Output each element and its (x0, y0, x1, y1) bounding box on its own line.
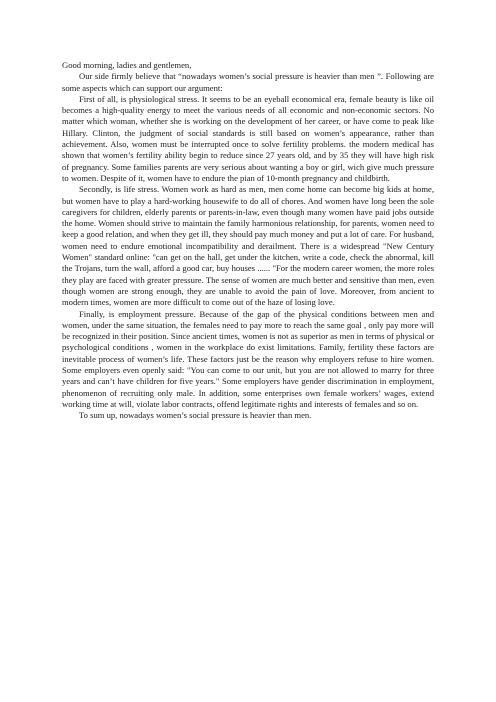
paragraph-employment-pressure: Finally, is employment pressure. Because of the gap of the physical conditions between men and women, under the same situation, the females need to pay more to reach the same goal , only pay more will be recognized in their position. Since ancient times, women is not as superior as men in terms of physical or psychological conditions , women in the workplace do exist limitations. Family, fertility these factors are inevitable process of women’s life. These factors just be the reason why employers refuse to hire women. Some employers even openly said: "You can come to our unit, but you are not allowed to marry for three years and can’t have children for five years." Some employers have gender discrimination in employment, phenomenon of recruiting only male. In addition, some enterprises own female workers’ wages, extend working time at will, violate labor contracts, offend legitimate rights and interests of females and so on. (62, 308, 434, 409)
paragraph-position: Our side firmly believe that “nowadays women’s social pressure is heavier than men ”. Following are some aspects which can support our argument: (62, 71, 434, 93)
greeting: Good morning, ladies and gentlemen, (62, 60, 192, 70)
paragraph-conclusion: To sum up, nowadays women’s social pressure is heavier than men. (79, 410, 312, 421)
document-body (62, 60, 434, 422)
paragraph-life-stress: Secondly, is life stress. Women work as hard as men, men come home can become big kids at home, but women have to play a hard-working housewife to do all of chores. And women have long been the sole caregivers for children, elderly parents or parents-in-law, even though many women have paid jobs outside the home. Women should strive to maintain the family harmonious relationship, for parents, women need to keep a good relation, and when they get ill, they should pay much money and put a lot of care. For husband, women need to endure emotional incompatibility and derailment. There is a widespread "New Century Women" standard online: "can get on the hall, get under the kitchen, write a code, check the abnormal, kill the Trojans, turn the wall, afford a good car, buy houses ...... "For the modern career women, the more roles they play are faced with greater pressure. The sense of women are much better and sensitive than men, even though women are strong enough, they are unable to avoid the pain of love. Moreover, from ancient to modern times, women are more difficult to come out of the haze of losing love. (62, 184, 434, 308)
paragraph-physiological-stress: First of all, is physiological stress. It seems to be an eyeball economical era, female beauty is like oil becomes a high-quality energy to meet the various needs of all economic and non-economic sectors. No matter which woman, whether she is working on the development of her career, or have come to peak like Hillary. Clinton, the judgment of social standards is still based on women’s appearance, rather than achievement. Also, women must be interrupted once to solve fertility problems. the modern medical has shown that women’s fertility ability begin to reduce since 27 years old, and by 35 they will have high risk of pregnancy. Some families parents are very serious about wanting a boy or girl, wich give much pressure to women. Despite of it, women have to endure the pian of 10-month pregnancy and childbirth. (62, 93, 434, 183)
